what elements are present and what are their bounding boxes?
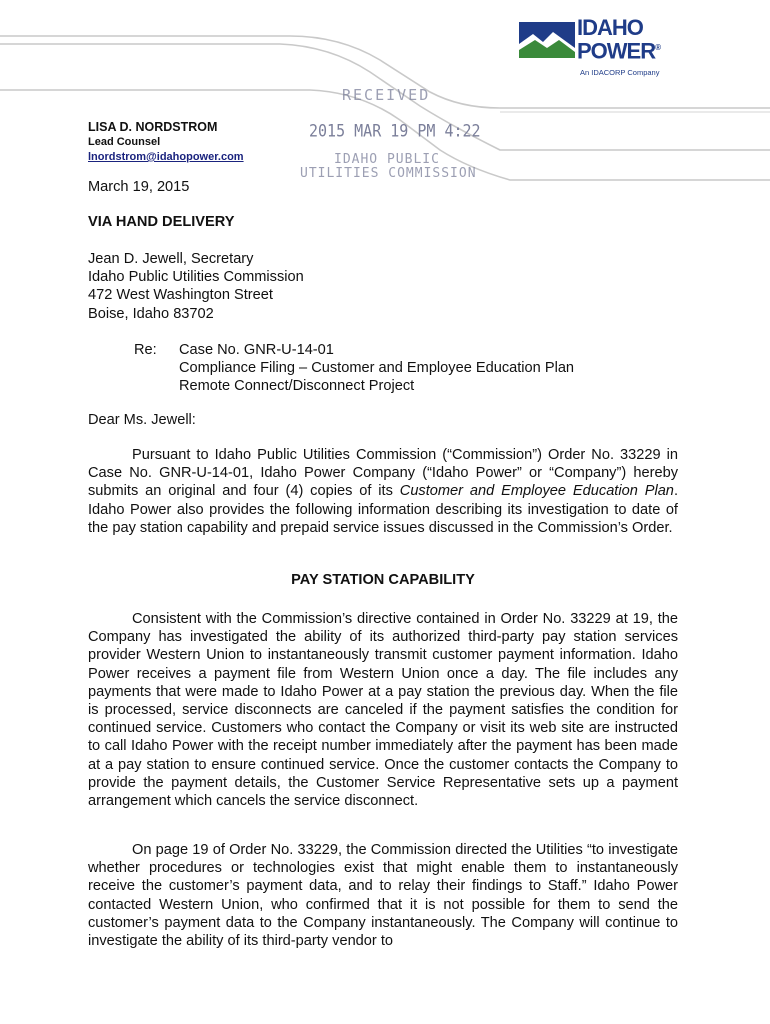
- stamp-datetime: 2015 MAR 19 PM 4:22: [309, 121, 481, 141]
- recipient-line3: 472 West Washington Street: [88, 287, 273, 304]
- recipient-line2: Idaho Public Utilities Commission: [88, 269, 304, 286]
- re-line1: Case No. GNR-U-14-01: [179, 342, 334, 358]
- idaho-power-logo: [519, 15, 669, 80]
- para1-text-after: . Idaho Power also provides the following information describing its investigation to date of the pay station capability and prepaid service issues discussed in the Commission’s Order.: [88, 483, 678, 536]
- logo-wordmark: [577, 15, 661, 64]
- re-line3: Remote Connect/Disconnect Project: [179, 378, 415, 395]
- logo-line1: IDAHO: [577, 15, 643, 40]
- paragraph-order-page19: On page 19 of Order No. 33229, the Commission directed the Utilities “to investigate whether procedures or technologies exist that might enable them to instantaneously receive the customer’s payment data, and to relay their findings to Staff.” Idaho Power contacted Western Union, who confirmed that it is not possible for them to send the customer’s payment data to the Company instantaneously. The Company will continue to investigate the ability of its third-party vendor to: [88, 842, 678, 950]
- paragraph-intro: [88, 446, 678, 537]
- section-heading: PAY STATION CAPABILITY: [291, 572, 475, 588]
- letter-date: March 19, 2015: [88, 179, 190, 195]
- delivery-method: VIA HAND DELIVERY: [88, 214, 235, 230]
- para1-text-before: Pursuant to Idaho Public Utilities Commission (“Commission”) Order No. 33229 in Case No. GNR-U-14-01, Idaho Power Company (“Idaho Power” or “Company”) hereby submits an original and four (4) copies of its: [88, 447, 678, 500]
- mountain-logo-icon: [519, 22, 575, 58]
- stamp-org-line1: IDAHO PUBLIC: [334, 152, 440, 167]
- re-line2: Compliance Filing – Customer and Employee Education Plan: [179, 360, 575, 377]
- stamp-received: RECEIVED: [342, 86, 431, 104]
- sender-email-link[interactable]: lnordstrom@idahopower.com: [88, 151, 244, 163]
- recipient-line4: Boise, Idaho 83702: [88, 305, 214, 322]
- para1-plan-title: Customer and Employee Education Plan: [399, 483, 674, 500]
- re-subject: [179, 341, 574, 396]
- recipient-line1: Jean D. Jewell, Secretary: [88, 251, 254, 267]
- stamp-org-line2: UTILITIES COMMISSION: [300, 166, 477, 181]
- sender-title: Lead Counsel: [88, 136, 161, 148]
- logo-subtitle: An IDACORP Company: [580, 68, 660, 77]
- logo-line2: POWER®: [577, 38, 661, 64]
- sender-block: [88, 120, 244, 165]
- re-label: Re:: [134, 342, 157, 358]
- recipient-address: [88, 250, 304, 323]
- paragraph-pay-station: Consistent with the Commission’s directive contained in Order No. 33229 at 19, the Company has investigated the ability of its authorized third-party pay station services provider Western Union to instantaneously transmit customer payment information. Idaho Power receives a payment file from Western Union once a day. The file includes any payments that were made to Idaho Power at a pay station the previous day. When the file is processed, service disconnects are canceled if the payment satisfies the condition for continued service. Customers who contact the Company or visit its web site are instructed to call Idaho Power with the receipt number immediately after the payment has been made at a pay station to ensure continued service. Once the customer contacts the Company to provide the payment details, the Customer Service Representative sets up a payment arrangement which cancels the service disconnect.: [88, 611, 678, 810]
- salutation: Dear Ms. Jewell:: [88, 412, 196, 428]
- sender-name: LISA D. NORDSTROM: [88, 120, 218, 134]
